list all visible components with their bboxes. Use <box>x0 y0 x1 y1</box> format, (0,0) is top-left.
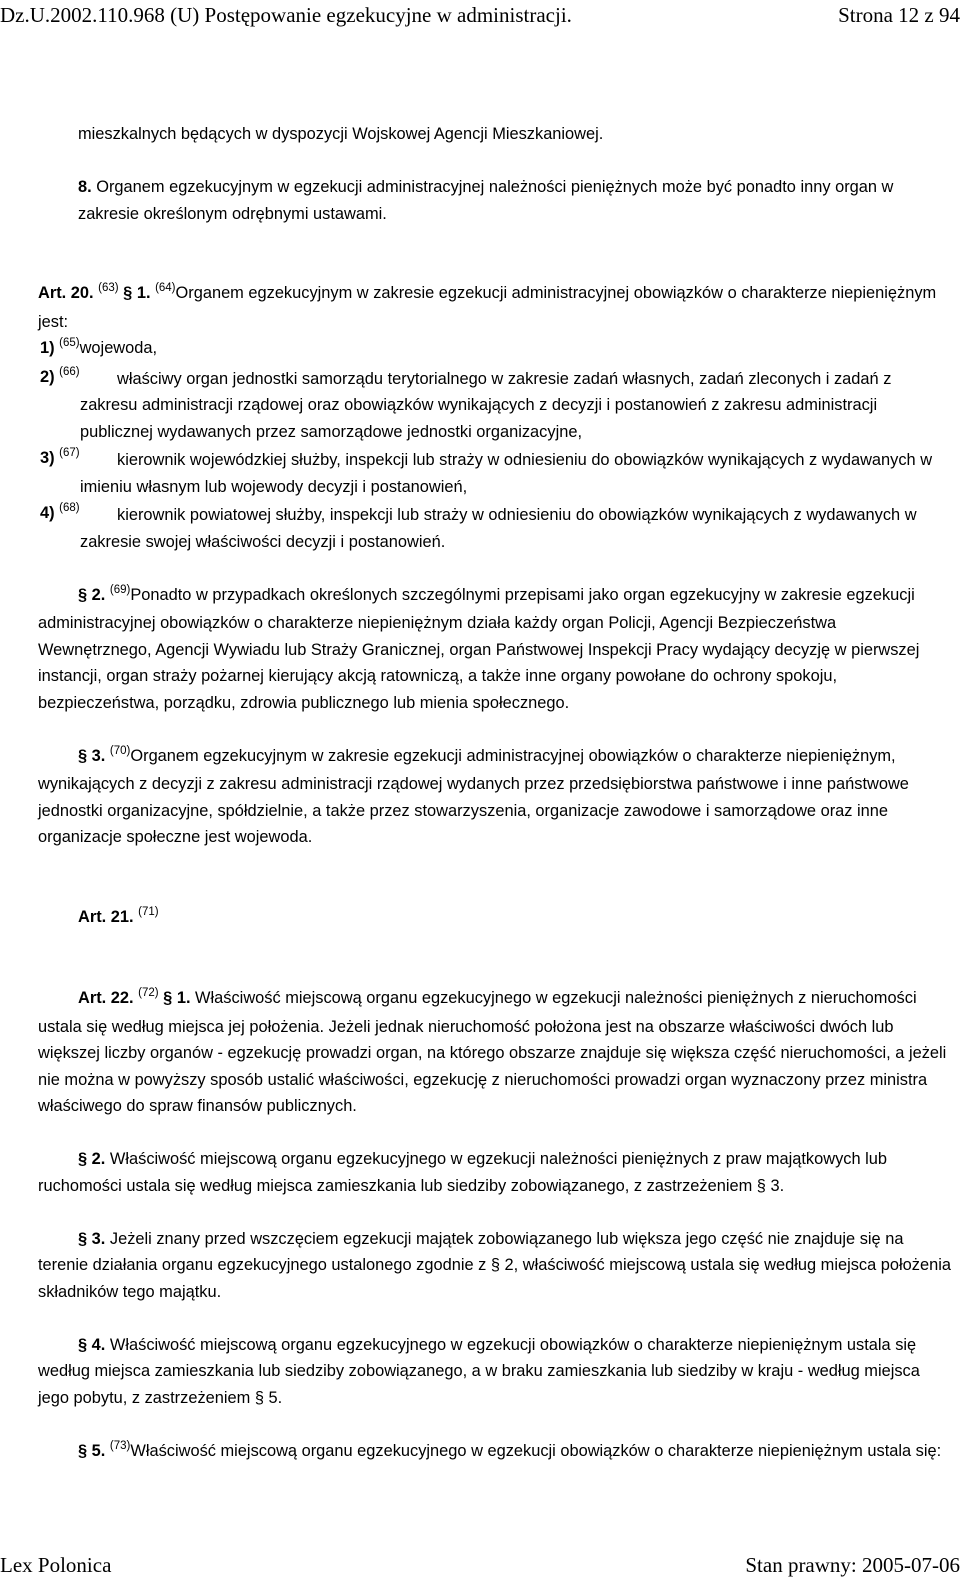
footnote-ref: (72) <box>138 987 159 999</box>
footnote-ref: (71) <box>138 905 159 918</box>
paragraph-number: § 1. <box>163 989 191 1007</box>
art22-paragraph-2: § 2. Właściwość miejscową organu egzekucyjnego w egzekucji należności pieniężnych z praw majątkowych lub ruchomości ustala się według miejsca zamieszkania lub siedziby zobowiązanego, z zastrzeżeniem § 3. <box>38 1150 887 1195</box>
paragraph-number: 8. <box>78 178 92 196</box>
list-item-text: kierownik wojewódzkiej służby, inspekcji lub straży w odniesieniu do obowiązków wynikających z wydawanych w imieniu własnym lub wojewody decyzji i postanowień, <box>80 451 933 496</box>
art22-paragraph-4: § 4. Właściwość miejscową organu egzekucyjnego w egzekucji obowiązków o charakterze niepieniężnym ustala się według miejsca zamieszkania lub siedziby zobowiązanego, a w braku zamieszkania lub siedziby w kraju - według miejsca jego pobytu, z zastrzeżeniem § 5. <box>38 1335 920 1407</box>
point-number: 3) <box>40 449 55 467</box>
list-item: 1) $^{(65)}$wojewoda, <box>40 337 158 357</box>
art20-paragraph-1: Art. 20. $^{(63)}$ § 1. $^{(64)}$Organem egzekucyjnym w zakresie egzekucji administracyjnej obowiązków o charakterze niepieniężnym jest: <box>38 282 937 331</box>
article-label: Art. 22. <box>78 989 134 1007</box>
list-item-text: właściwy organ jednostki samorządu terytorialnego w zakresie zadań własnych, zadań zleconych i zadań z zakresu administracji rządowej oraz obowiązków wynikających z decyzji i postanowień z zakresu administracji publicznej wydawanych przez samorządowe jednostki organizacyjne, <box>80 369 892 441</box>
paragraph-number: § 3. <box>78 746 106 765</box>
article-label: Art. 20. <box>38 284 94 302</box>
point-number: 2) <box>40 367 55 386</box>
list-item-text: kierownik powiatowej służby, inspekcji lub straży w odniesieniu do obowiązków wynikających z wydawanych w zakresie swojej właściwości decyzji i postanowień. <box>80 506 917 551</box>
page-footer <box>0 1550 960 1580</box>
art22-paragraph-1: Art. 22. $^{(72)}$ § 1. Właściwość miejscową organu egzekucyjnego w egzekucji należności pieniężnych z nieruchomości ustala się według miejsca jej położenia. Jeżeli jednak nieruchomość położona jest na obszarze właściwości dwóch lub większej liczby organów - egzekucję prowadzi organ, na którego obszarze znajduje się większa część nieruchomości, a jeżeli nie można w powyższy sposób ustalić właściwości, egzekucję z nieruchomości prowadzi organ wyznaczony przez ministra właściwego do spraw finansów publicznych. <box>38 987 947 1115</box>
footnote-ref: (73) <box>109 1439 131 1452</box>
footnote-ref: (68) <box>59 502 80 514</box>
paragraph-number: § 1. <box>123 284 151 302</box>
document-reference: Dz.U.2002.110.968 (U) Postępowanie egzekucyjne w administracji. <box>0 3 572 27</box>
art22-paragraph-5: § 5. $^{(73)}$Właściwość miejscową organu egzekucyjnego w egzekucji obowiązków o charakterze niepieniężnym ustala się: <box>78 1439 942 1460</box>
paragraph-number: § 4. <box>78 1335 106 1354</box>
legal-status-date: Stan prawny: 2005-07-06 <box>745 1553 960 1577</box>
page-header <box>0 0 960 30</box>
paragraph-number: § 2. <box>78 1150 106 1168</box>
footnote-ref: (69) <box>109 583 131 596</box>
art22-paragraph-3: § 3. Jeżeli znany przed wszczęciem egzekucji majątek zobowiązanego lub większa jego część nie znajduje się na terenie działania organu egzekucyjnego ustalonego zgodnie z § 2, właściwość miejscową ustala się według miejsca położenia składników tego majątku. <box>38 1229 951 1301</box>
publisher-name: Lex Polonica <box>0 1553 112 1577</box>
page-number: Strona 12 z 94 <box>838 3 960 27</box>
art20-paragraph-3: § 3. $^{(70)}$Organem egzekucyjnym w zakresie egzekucji administracyjnej obowiązków o charakterze niepieniężnym, wynikających z decyzji z zakresu administracji rządowej wydanych przez przedsiębiorstwa państwowe i inne państwowe jednostki organizacyjne, spółdzielnie, a także przez stowarzyszenia, organizacje zawodowe i samorządowe oraz inne organizacje społeczne jest wojewoda. <box>38 744 909 846</box>
paragraph-number: § 2. <box>78 585 106 604</box>
footnote-ref: (70) <box>109 744 131 757</box>
document-body <box>38 121 952 1466</box>
paragraph-number: § 5. <box>78 1441 106 1460</box>
point-number: 4) <box>40 504 55 522</box>
footnote-ref: (65) <box>59 337 80 349</box>
footnote-ref: (66) <box>59 365 80 378</box>
point-number: 1) <box>40 339 55 357</box>
art20-paragraph-2: § 2. $^{(69)}$Ponadto w przypadkach określonych szczególnymi przepisami jako organ egzekucyjny w zakresie egzekucji administracyjnej obowiązków o charakterze niepieniężnym działa każdy organ Policji, Agencji Bezpieczeństwa Wewnętrznego, Agencji Wywiadu lub Straży Granicznej, organ Państwowej Inspekcji Pracy wydający decyzję w pierwszej instancji, organ straży pożarnej kierujący akcją ratowniczą, a także inne organy powołane do ochrony spokoju, bezpieczeństwa, porządku, zdrowia publicznego lub mienia społecznego. <box>38 583 920 712</box>
paragraph-continuation: mieszkalnych będących w dyspozycji Wojskowej Agencji Mieszkaniowej. <box>78 125 604 143</box>
article-label: Art. 21. <box>78 907 134 926</box>
footnote-ref: (64) <box>155 282 176 294</box>
footnote-ref: (63) <box>98 282 119 294</box>
paragraph-8: 8. Organem egzekucyjnym w egzekucji administracyjnej należności pieniężnych może być ponadto inny organ w zakresie określonym odrębnymi ustawami. <box>78 178 894 223</box>
footnote-ref: (67) <box>59 447 80 459</box>
article-21 <box>38 904 952 933</box>
paragraph-number: § 3. <box>78 1229 106 1248</box>
